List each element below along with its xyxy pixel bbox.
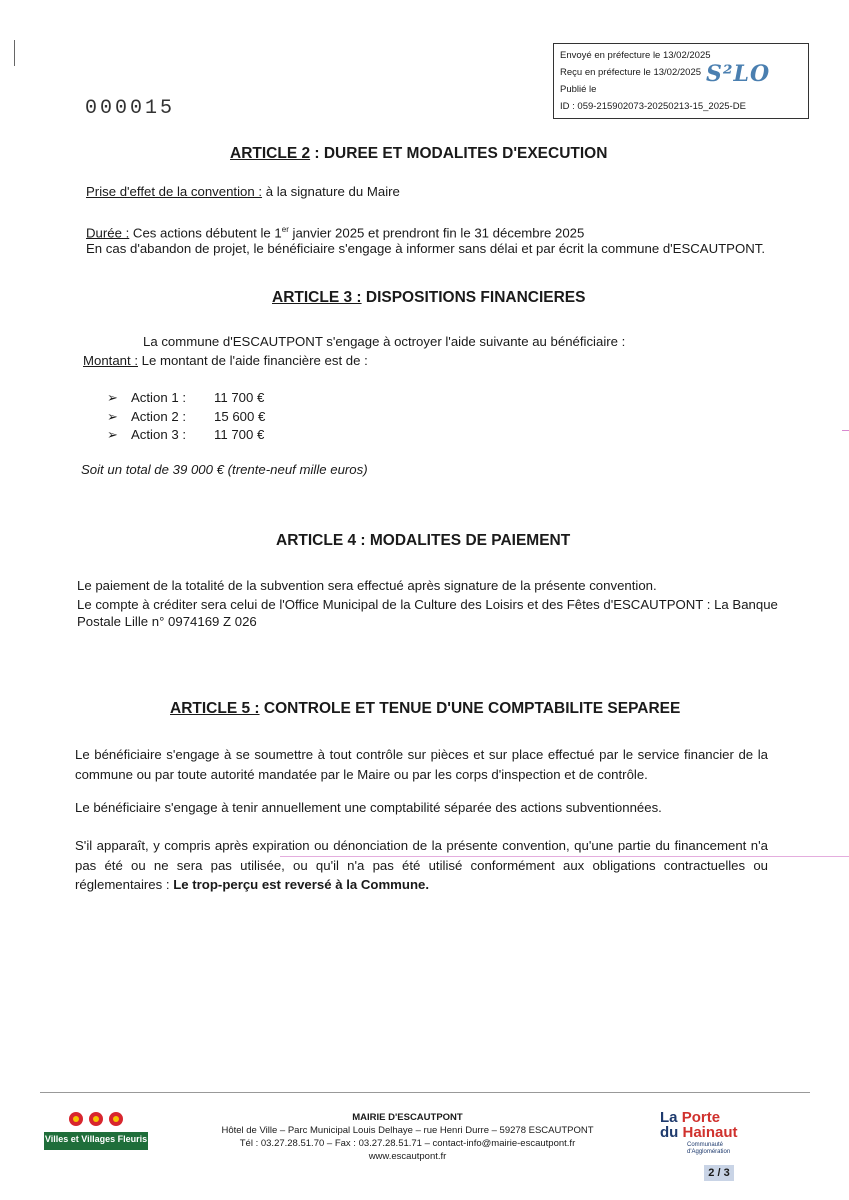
amount-label: Montant : [83,353,138,368]
margin-mark [14,40,15,66]
flowers-icon [44,1112,148,1128]
actions-list [107,389,265,445]
article5-para1: Le bénéficiaire s'engage à se soumettre à tout contrôle sur pièces et sur place effectué par le service financier de la commune ou par toute autorité mandatée par le Maire ou par les corps d'inspection et de contrôle. [75,747,768,782]
porte-du-hainaut-logo: La Porte du Hainaut Communauté d'Agglomération [660,1109,738,1155]
duration-label: Durée : [86,225,130,241]
arrow-bullet-icon: ➢ [107,427,119,442]
action-value: 11 700 € [214,390,265,405]
duration-sup: er [281,225,289,234]
stamp-sent: Envoyé en préfecture le 13/02/2025 [560,50,711,61]
article2-label: ARTICLE 2 [230,145,311,162]
amount-text: Le montant de l'aide financière est de : [137,353,368,368]
article3-amount [83,352,368,371]
footer-title: MAIRIE D'ESCAUTPONT [352,1112,463,1123]
para3-bold: Le trop-perçu est reversé à la Commune. [173,877,430,892]
article3-label: ARTICLE 3 : [272,289,362,306]
para3-text: S'il apparaît, y compris après expiration ou dénonciation de la présente convention, qu'une partie du financement n'a pas été ou ne sera pas utilisée, ou qu'il n'a pas été utilisé conformément aux obligations contractuelles ou réglementaires : [75,838,768,892]
article2-title: : DUREE ET MODALITES D'EXECUTION [310,145,608,162]
page-number: 2 / 3 [704,1165,734,1181]
arrow-bullet-icon: ➢ [107,390,119,405]
document-number: 000015 [85,97,176,120]
article5-title: CONTROLE ET TENUE D'UNE COMPTABILITE SEPAREE [259,700,681,717]
stamp-id: ID : 059-215902073-20250213-15_2025-DE [560,101,746,112]
stamp-received: Reçu en préfecture le 13/02/2025 [560,67,702,78]
footer-address [200,1111,615,1163]
margin-tick [842,430,849,431]
margin-line-pink [280,856,849,857]
effect-label: Prise d'effet de la convention : [86,184,263,199]
list-item [107,408,265,427]
footer-divider [40,1092,810,1093]
logo-label: Villes et Villages Fleuris [44,1134,148,1144]
article3-title: DISPOSITIONS FINANCIERES [361,289,586,306]
article2-abandon: En cas d'abandon de projet, le bénéficiaire s'engage à informer sans délai et par écrit la commune d'ESCAUTPONT. [86,241,766,256]
article3-heading [272,289,585,307]
article3-intro: La commune d'ESCAUTPONT s'engage à octroyer l'aide suivante au bénéficiaire : [143,334,626,349]
footer-line1: Hôtel de Ville – Parc Municipal Louis Delhaye – rue Henri Durre – 59278 ESCAUTPONT [221,1125,594,1136]
list-item [107,426,265,445]
action-value: 11 700 € [214,427,265,442]
footer-line3: www.escautpont.fr [368,1151,447,1162]
action-value: 15 600 € [214,408,266,424]
article3-total: Soit un total de 39 000 € (trente-neuf mille euros) [81,462,368,477]
effect-value: à la signature du Maire [262,184,400,199]
duration-post: janvier 2025 et prendront fin le 31 décembre 2025 [288,225,585,241]
action-label: Action 2 : [131,408,186,424]
article4-line2: Le compte à créditer sera celui de l'Office Municipal de la Culture des Loisirs et des Fêtes d'ESCAUTPONT : La Banque [77,597,778,612]
article5-para3 [75,836,768,895]
list-item [107,389,265,408]
villes-villages-fleuris-logo [44,1112,148,1152]
arrow-bullet-icon: ➢ [107,408,119,424]
article5-para2: Le bénéficiaire s'engage à tenir annuellement une comptabilité séparée des actions subventionnées. [75,800,662,815]
article4-heading: ARTICLE 4 : MODALITES DE PAIEMENT [276,532,571,549]
article5-label: ARTICLE 5 : [170,700,260,717]
article2-heading [230,145,607,163]
article4-line1: Le paiement de la totalité de la subvention sera effectué après signature de la présente convention. [77,578,657,593]
article5-heading [170,700,680,718]
stamp-published: Publié le [560,84,597,95]
prefecture-stamp [553,43,809,119]
action-label: Action 1 : [131,390,186,405]
stamp-signature: S²LO [706,61,771,87]
action-label: Action 3 : [131,427,186,442]
footer-line2: Tél : 03.27.28.51.70 – Fax : 03.27.28.51.71 – contact-info@mairie-escautpont.fr [239,1138,576,1149]
article4-line3: Postale Lille n° 0974169 Z 026 [77,614,257,629]
article2-effect [86,183,400,202]
duration-pre: Ces actions débutent le 1 [129,225,282,241]
